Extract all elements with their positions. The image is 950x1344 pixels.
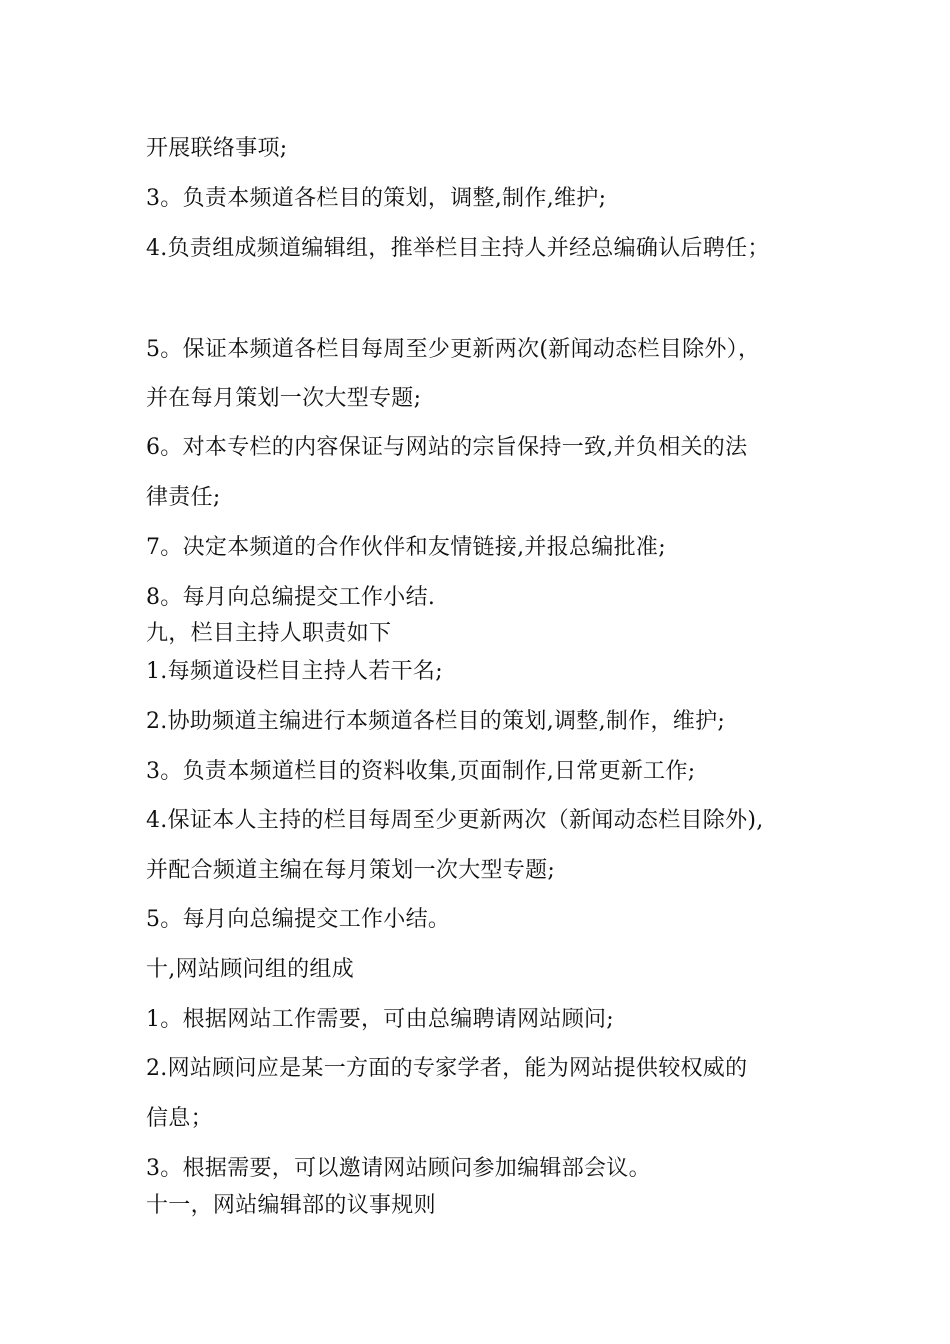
text-line: 5。保证本频道各栏目每周至少更新两次(新闻动态栏目除外），: [146, 337, 761, 362]
text-line: 信息；: [146, 1106, 213, 1131]
text-line: 2.网站顾问应是某一方面的专家学者，能为网站提供较权威的: [146, 1056, 748, 1081]
text-line: 3。负责本频道栏目的资料收集,页面制作,日常更新工作;: [146, 759, 696, 784]
section-heading: 九，栏目主持人职责如下: [146, 621, 392, 646]
text-line: 4.保证本人主持的栏目每周至少更新两次（新闻动态栏目除外),: [146, 808, 764, 833]
section-heading: 十,网站顾问组的组成: [146, 957, 354, 982]
text-line: 1。根据网站工作需要，可由总编聘请网站顾问;: [146, 1007, 615, 1032]
text-line: 2.协助频道主编进行本频道各栏目的策划,调整,制作，维护;: [146, 709, 726, 734]
text-line: 6。对本专栏的内容保证与网站的宗旨保持一致,并负相关的法: [146, 435, 748, 460]
text-line: 开展联络事项;: [146, 136, 288, 161]
text-line: 并配合频道主编在每月策划一次大型专题;: [146, 858, 556, 883]
text-line: 4.负责组成频道编辑组，推举栏目主持人并经总编确认后聘任；: [146, 236, 770, 261]
text-line: 律责任;: [146, 485, 221, 510]
text-line: 1.每频道设栏目主持人若干名;: [146, 659, 443, 684]
text-line: 3。负责本频道各栏目的策划，调整,制作,维护;: [146, 186, 607, 211]
text-line: 8。每月向总编提交工作小结.: [146, 585, 436, 610]
text-line: 5。每月向总编提交工作小结。: [146, 907, 451, 932]
text-line: 7。决定本频道的合作伙伴和友情链接,并报总编批准;: [146, 535, 666, 560]
text-line: 并在每月策划一次大型专题;: [146, 386, 422, 411]
section-heading: 十一，网站编辑部的议事规则: [146, 1193, 436, 1218]
text-line: 3。根据需要，可以邀请网站顾问参加编辑部会议。: [146, 1156, 651, 1181]
